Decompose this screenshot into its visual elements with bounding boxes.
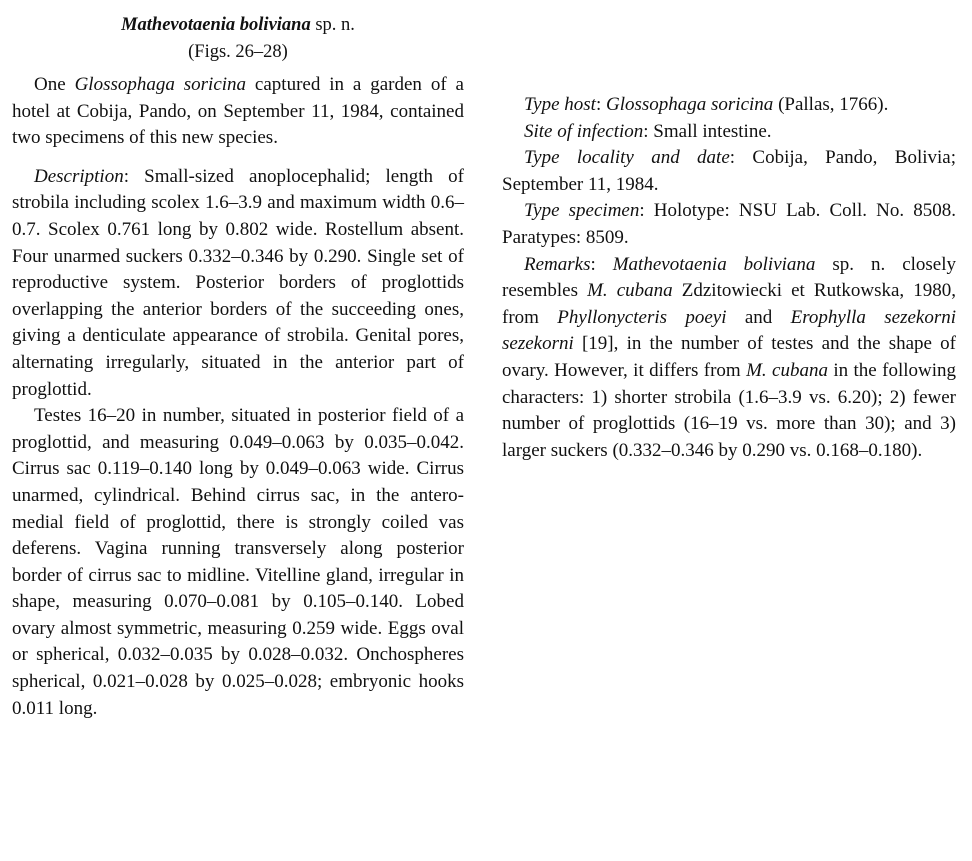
remarks-text-5: in the following characters: 1) shorter strobila (1.6–3.9 vs. 6.20); 2) fewer number of proglottids (16–19 vs. more than 30); and 3) larger suckers (0.332–0.346 by 0.290 vs. 0.168–0.180). bbox=[502, 359, 956, 461]
host-species: Glossophaga soricina bbox=[74, 74, 247, 95]
remarks-label: Remarks bbox=[524, 253, 591, 275]
type-host-species: Glossophaga soricina bbox=[605, 94, 774, 115]
testes-paragraph: Testes 16–20 in number, situated in posterior field of a proglottid, and measuring 0.049–0.063 by 0.035–0.042. Cirrus sac 0.119–0.140 long by 0.049–0.063 wide. Cirrus unarmed, cylindrical. Behind cirrus sac, in the antero-medial field of proglottid, there is strongly coiled vas deferens. Vagina running transversely along posterior border of cirrus sac to midline. Vitelline gland, irregular in shape, measuring 0.070–0.081 by 0.105–0.140. Lobed ovary almost symmetric, measuring 0.259 wide. Eggs oval or spherical, 0.032–0.035 by 0.028–0.032. Onchospheres spherical, 0.021–0.028 by 0.025–0.028; embryonic hooks 0.011 long. bbox=[12, 405, 464, 719]
remarks-cubana-2: M. cubana bbox=[746, 359, 828, 381]
remarks-separator: : bbox=[590, 253, 613, 275]
type-specimen-text: : Holotype: NSU Lab. Coll. No. 8508. Paratypes: 8509. bbox=[502, 200, 956, 248]
figures-reference: (Figs. 26–28) bbox=[188, 42, 288, 62]
type-host-authority: (Pallas, 1766). bbox=[773, 94, 889, 115]
remarks-host-1: Phyllonycteris poeyi bbox=[557, 306, 727, 328]
species-title bbox=[12, 12, 464, 39]
description-paragraph bbox=[12, 164, 464, 403]
remarks-host-2: Erophylla sezekorni sezekorni bbox=[502, 306, 957, 355]
type-locality-paragraph bbox=[502, 145, 956, 198]
intro-paragraph bbox=[12, 72, 464, 152]
type-host-separator: : bbox=[595, 94, 606, 115]
species-suffix: sp. n. bbox=[310, 15, 355, 35]
remarks-species: Mathevotaenia boliviana bbox=[612, 253, 816, 275]
type-host-label: Type host bbox=[524, 94, 596, 115]
description-label: Description bbox=[34, 165, 124, 187]
site-of-infection-label: Site of infection bbox=[524, 120, 644, 142]
site-of-infection-text: : Small intestine. bbox=[643, 120, 772, 142]
intro-text-post: captured in a garden of a hotel at Cobija, Pando, on September 11, 1984, contained two specimens of this new species. bbox=[12, 74, 464, 149]
remarks-text-3: and bbox=[726, 306, 791, 328]
type-specimen-paragraph bbox=[502, 198, 956, 251]
type-specimen-label: Type specimen bbox=[524, 200, 640, 222]
remarks-text-4: [19], in the number of testes and the shape of ovary. However, it differs from bbox=[502, 333, 956, 381]
species-name: Mathevotaenia boliviana bbox=[121, 15, 311, 35]
site-of-infection-paragraph bbox=[502, 119, 956, 146]
remarks-text-1: sp. n. closely resembles bbox=[502, 253, 957, 302]
right-column bbox=[502, 92, 956, 464]
type-locality-text: : Cobija, Pando, Bolivia; September 11, 1984. bbox=[502, 147, 956, 195]
intro-text-pre: One bbox=[34, 74, 75, 95]
description-text: : Small-sized anoplocephalid; length of strobila including scolex 1.6–3.9 and maximum width 0.6–0.7. Scolex 0.761 long by 0.802 wide. Rostellum absent. Four unarmed suckers 0.332–0.346 by 0.290. Single set of reproductive system. Posterior borders of proglottids overlapping the anterior borders of the succeeding ones, giving a denticulate appearance of strobila. Genital pores, alternating irregularly, situated in the anterior part of proglottid. bbox=[12, 165, 464, 400]
remarks-paragraph bbox=[502, 252, 956, 465]
remarks-cubana-1: M. cubana bbox=[587, 280, 673, 302]
remarks-text-2: Zdzitowiecki et Rutkowska, 1980, from bbox=[502, 280, 956, 328]
species-heading bbox=[12, 12, 464, 66]
type-host-paragraph bbox=[502, 92, 956, 119]
left-column bbox=[12, 12, 464, 722]
type-locality-label: Type locality and date bbox=[524, 147, 730, 169]
